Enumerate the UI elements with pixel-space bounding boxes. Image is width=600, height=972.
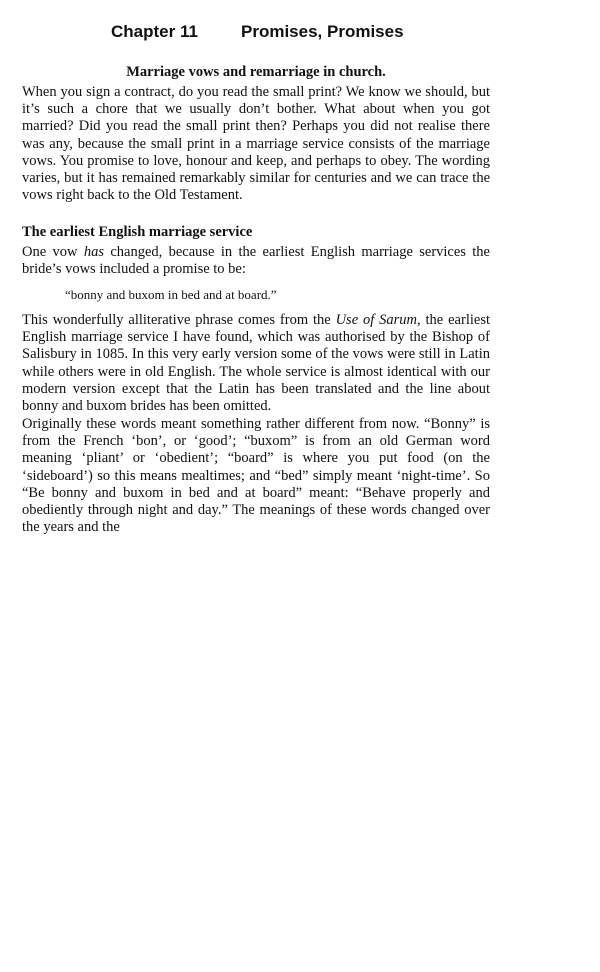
paragraph-vow-changed [22, 244, 490, 278]
emphasis-has: has [83, 244, 104, 260]
block-quote: “bonny and buxom in bed and at board.” [65, 287, 277, 302]
chapter-heading [111, 22, 471, 42]
text-run: changed, because in the earliest English marriage services the bride’s vows included a promise to be: [22, 244, 490, 278]
chapter-title: Promises, Promises [241, 22, 404, 41]
chapter-number: Chapter 11 [111, 22, 198, 41]
text-run: This wonderfully alliterative phrase comes from the [22, 312, 336, 328]
emphasis-use-of-sarum: Use of Sarum [335, 312, 418, 328]
paragraph-word-meanings: Originally these words meant something rather different from now. “Bonny” is from the French ‘bon’, or ‘good’; “buxom” is from an old German word meaning ‘pliant’ or ‘obedient’; “board” is where you put food (on the ‘sideboard’) so this means mealtimes; and “bed” simply meant ‘night-time’. So “Be bonny and buxom in bed and at board” meant: “Behave properly and obediently through night and day.” The meanings of these words changed over the years and the [22, 416, 490, 536]
paragraph-use-of-sarum [22, 312, 490, 415]
text-run: , the earliest English marriage service I have found, which was authorised by the Bishop of Salisbury in 1085. In this very early version some of the vows were still in Latin while others were in old English. The whole service is almost identical with our modern version except that the Latin has been translated and the line about bonny and buxom brides has been omitted. [22, 312, 490, 415]
paragraph-small-print: When you sign a contract, do you read the small print? We know we should, but it’s such a chore that we usually don’t bother. What about when you got married? Did you read the small print then? Perhaps you did not realise there was any, because the small print in a marriage service consists of the marriage vows. You promise to love, honour and keep, and perhaps to obey. The wording varies, but it has remained remarkably similar for centuries and we can trace the vows right back to the Old Testament. [22, 84, 490, 204]
text-run: One vow [22, 244, 84, 260]
section-heading-marriage-vows: Marriage vows and remarriage in church. [126, 64, 386, 80]
section-heading-earliest-service: The earliest English marriage service [22, 224, 253, 240]
